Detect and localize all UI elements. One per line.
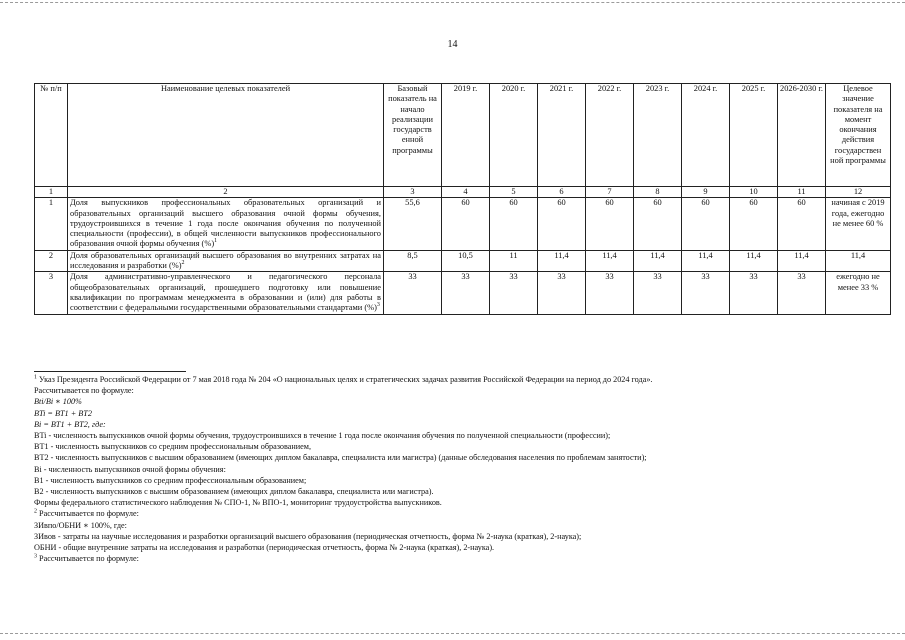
row-target: 11,4	[826, 250, 891, 272]
footnote-3	[34, 553, 854, 564]
row-num: 3	[35, 272, 68, 314]
footnote-text: Указ Президента Российской Федерации от 7 мая 2018 года № 204 «О национальных целях и стратегических задачах развития Российской Федерации на период до 2024 года».	[39, 375, 653, 384]
footnote-ref: 1	[214, 238, 218, 245]
definition: Bi - численность выпускников очной формы обучения:	[34, 464, 226, 474]
definition: BTi - численность выпускников очной формы обучения, трудоустроившихся в течение 1 года после окончания обучения по полученной специальности (профессии);	[34, 431, 611, 441]
column-number: 10	[730, 187, 778, 198]
row-value: 33	[778, 272, 826, 314]
row-value: 33	[538, 272, 586, 314]
column-number: 7	[586, 187, 634, 198]
row-value: 60	[778, 198, 826, 250]
column-number: 8	[634, 187, 682, 198]
row-value: 33	[586, 272, 634, 314]
row-value: 11,4	[538, 250, 586, 272]
header-year: 2025 г.	[730, 84, 778, 187]
header-year: 2020 г.	[490, 84, 538, 187]
footnote-1	[34, 374, 854, 385]
row-num: 2	[35, 250, 68, 272]
column-number: 12	[826, 187, 891, 198]
column-number-row	[35, 187, 891, 198]
header-target: Целевое значение показателя на момент окончания действия государствен ной программы	[826, 84, 891, 187]
formula-intro: Рассчитывается по формуле:	[34, 386, 134, 396]
formula-text: Bi = BT1 + BT2, где:	[34, 419, 106, 429]
column-number: 9	[682, 187, 730, 198]
footnotes	[34, 374, 854, 564]
formula-text: Bti/Bi ∗ 100%	[34, 397, 82, 407]
row-value: 60	[730, 198, 778, 250]
row-value: 60	[634, 198, 682, 250]
column-number: 4	[442, 187, 490, 198]
column-number: 2	[68, 187, 384, 198]
row-name	[68, 272, 384, 314]
statistical-forms: Формы федерального статистического наблюдения № СПО-1, № ВПО-1, мониторинг трудоустройства выпускников.	[34, 498, 442, 508]
row-num: 1	[35, 198, 68, 250]
table-row	[35, 198, 891, 250]
formula	[34, 419, 854, 430]
row-value: 33	[442, 272, 490, 314]
row-value: 33	[730, 272, 778, 314]
header-year: 2022 г.	[586, 84, 634, 187]
row-name	[68, 198, 384, 250]
header-year: 2026-2030 г.	[778, 84, 826, 187]
table-header-row	[35, 84, 891, 187]
row-value: 11	[490, 250, 538, 272]
row-value: 33	[634, 272, 682, 314]
footnote-text: Рассчитывается по формуле:	[39, 554, 139, 564]
row-value: 11,4	[730, 250, 778, 272]
column-number: 5	[490, 187, 538, 198]
column-number: 3	[384, 187, 442, 198]
row-value: 60	[682, 198, 730, 250]
row-value: 10,5	[442, 250, 490, 272]
header-year: 2024 г.	[682, 84, 730, 187]
table-row	[35, 272, 891, 314]
row-value: 60	[490, 198, 538, 250]
header-name: Наименование целевых показателей	[68, 84, 384, 187]
indicators-table	[34, 83, 891, 315]
header-year: 2019 г.	[442, 84, 490, 187]
row-value: 33	[682, 272, 730, 314]
footnote-mark: 1	[34, 374, 37, 381]
row-base: 55,6	[384, 198, 442, 250]
definition: BT1 - численность выпускников со средним профессиональным образованием,	[34, 442, 312, 452]
footnote-mark: 2	[34, 508, 37, 515]
definition: B1 - численность выпускников со средним профессиональным образованием;	[34, 475, 307, 485]
row-target: начиная с 2019 года, ежегодно не менее 60 %	[826, 198, 891, 250]
row-base: 33	[384, 272, 442, 314]
header-year: 2023 г.	[634, 84, 682, 187]
row-value: 60	[442, 198, 490, 250]
formula	[34, 408, 854, 419]
column-number: 11	[778, 187, 826, 198]
row-target: ежегодно не менее 33 %	[826, 272, 891, 314]
definition: ОБНИ - общие внутренние затраты на исследования и разработки (периодическая отчетность, форма № 2-наука (краткая), 2-наука).	[34, 543, 495, 553]
row-name	[68, 250, 384, 272]
header-num: № п/п	[35, 84, 68, 187]
footnote-text: Рассчитывается по формуле:	[39, 509, 139, 519]
formula-text: BTi = BT1 + BT2	[34, 408, 92, 418]
scan-top-edge	[0, 2, 905, 3]
definition: B2 - численность выпускников с высшим образованием (имеющих диплом бакалавра, специалиста или магистра).	[34, 487, 434, 497]
column-number: 1	[35, 187, 68, 198]
footnote-mark: 3	[34, 553, 37, 560]
scan-bottom-edge	[0, 633, 905, 634]
table-row	[35, 250, 891, 272]
page-number: 14	[447, 39, 458, 50]
header-base: Базовый показатель на начало реализации государств енной программы	[384, 84, 442, 187]
definition: BT2 - численность выпускников с высшим образованием (имеющих диплом бакалавра, специалиста или магистра) (данные обследования населения по проблемам занятости);	[34, 453, 647, 463]
row-base: 8,5	[384, 250, 442, 272]
row-value: 33	[490, 272, 538, 314]
column-number: 6	[538, 187, 586, 198]
footnote-2	[34, 508, 854, 519]
formula	[34, 396, 854, 407]
row-name-text: Доля выпускников профессиональных образовательных организаций и образовательных организаций высшего образования очной формы обучения, трудоустроившихся в течение 1 года после окончания обучения по полученной специальности (профессии), в общей численности выпускников профессионального образования очной формы обучения (%)	[70, 198, 381, 249]
formula: ЗИвпо/ОБНИ ∗ 100%, где:	[34, 520, 127, 530]
row-value: 11,4	[586, 250, 634, 272]
row-value: 60	[538, 198, 586, 250]
header-year: 2021 г.	[538, 84, 586, 187]
footnote-rule	[34, 371, 186, 372]
row-name-text: Доля административно-управленческого и педагогического персонала общеобразовательных организаций, прошедшего подготовку или повышение квалификации по программам менеджмента в образовании и (или) для работы в соответствии с федеральными государственными образовательными стандартами (%)	[70, 272, 381, 313]
row-name-text: Доля образовательных организаций высшего образования во внутренних затратах на исследования и разработки (%)	[70, 250, 381, 271]
definition: ЗИвов - затраты на научные исследования и разработки организаций высшего образования (периодическая отчетность, форма № 2-наука (краткая), 2-наука);	[34, 531, 582, 541]
row-value: 11,4	[682, 250, 730, 272]
footnote-ref: 2	[181, 260, 185, 267]
footnote-ref: 3	[376, 302, 380, 309]
row-value: 11,4	[778, 250, 826, 272]
row-value: 11,4	[634, 250, 682, 272]
row-value: 60	[586, 198, 634, 250]
